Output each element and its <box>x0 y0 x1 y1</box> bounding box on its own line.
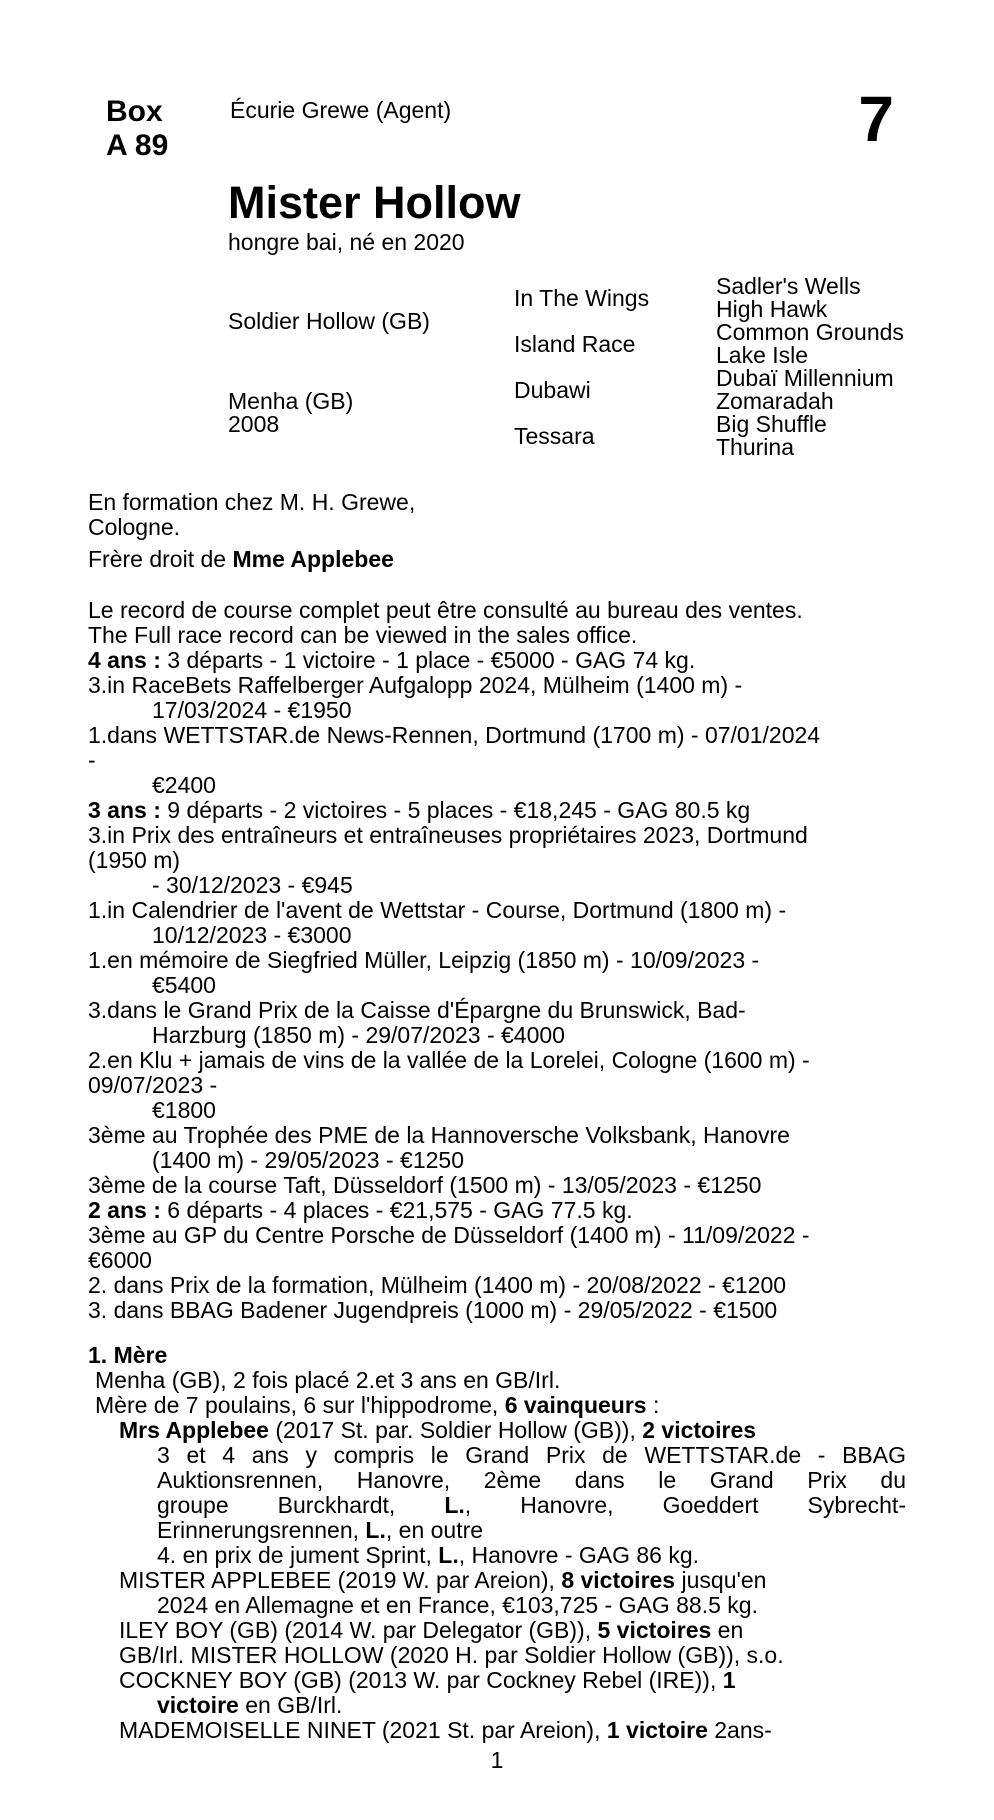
race-record-section <box>88 598 906 1323</box>
text-run: 1 victoire <box>606 1717 708 1743</box>
text-run: 9 départs - 2 victoires - 5 places - €18,245 - GAG 80.5 kg <box>160 797 751 823</box>
title-block <box>228 179 906 255</box>
box-number: A 89 <box>106 129 169 162</box>
record-line <box>88 1048 906 1073</box>
text-run: Erinnerungsrennen, <box>157 1517 366 1543</box>
text-run: L. <box>438 1542 459 1568</box>
text-run: , Hanovre - GAG 86 kg. <box>458 1542 700 1568</box>
horse-description: hongre bai, né en 2020 <box>228 229 465 255</box>
text-run: 2. dans Prix de la formation, Mülheim (1400 m) - 20/08/2022 - €1200 <box>88 1272 787 1298</box>
text-run: , Hanovre, Goeddert Sybrecht- <box>464 1492 906 1518</box>
dam-line <box>157 1593 906 1618</box>
text-run: ILEY BOY (GB) (2014 W. par Delegator (GB)), <box>119 1617 598 1643</box>
record-line <box>88 1073 906 1098</box>
record-line <box>152 873 906 898</box>
text-run: Le record de course complet peut être consulté au bureau des ventes. <box>88 597 803 623</box>
record-line <box>88 948 906 973</box>
record-line <box>152 1098 906 1123</box>
text-run: 1 <box>722 1667 736 1693</box>
sibling-note <box>88 547 906 572</box>
record-line <box>152 1148 906 1173</box>
dam-line <box>95 1393 906 1418</box>
text-run: en GB/Irl. <box>238 1692 343 1718</box>
record-line <box>152 923 906 948</box>
record-line <box>88 1298 906 1323</box>
text-run: (1400 m) - 29/05/2023 - €1250 <box>152 1147 464 1173</box>
great-grandparent-name: High Hawk <box>716 296 828 322</box>
record-line <box>152 773 906 798</box>
pedigree-table <box>228 275 906 459</box>
box-label: Box <box>106 95 163 128</box>
text-run: Mère de 7 poulains, 6 sur l'hippodrome, <box>95 1392 505 1418</box>
training-note <box>88 490 906 540</box>
record-line <box>88 1123 906 1148</box>
text-run: : <box>646 1392 660 1418</box>
record-line <box>88 1273 906 1298</box>
dam-cell <box>228 367 514 459</box>
text-run: 10/12/2023 - €3000 <box>152 922 352 948</box>
page-footer <box>88 1748 906 1773</box>
text-run: €6000 <box>88 1247 152 1273</box>
dam-line <box>157 1468 906 1493</box>
granddam-name: Tessara <box>514 422 595 449</box>
text-run: The Full race record can be viewed in the sales office. <box>88 622 638 648</box>
training-note-line: En formation chez M. H. Grewe, <box>88 489 416 515</box>
text-run: 1. Mère <box>88 1342 168 1368</box>
record-line <box>88 898 906 923</box>
text-run: 3.dans le Grand Prix de la Caisse d'Épargne du Brunswick, Bad- <box>88 997 746 1023</box>
first-dam-section <box>88 1343 906 1743</box>
text-run: 09/07/2023 - <box>88 1072 218 1098</box>
text-run: Harzburg (1850 m) - 29/07/2023 - €4000 <box>152 1022 565 1048</box>
text-run: €2400 <box>152 772 216 798</box>
dam-line <box>88 1343 906 1368</box>
grandsire-name: In The Wings <box>514 284 650 311</box>
text-run: 17/03/2024 - €1950 <box>152 697 352 723</box>
text-run: €1800 <box>152 1097 216 1123</box>
sibling-name: Mme Applebee <box>232 546 394 572</box>
dam-line <box>157 1693 906 1718</box>
record-line <box>88 1248 906 1273</box>
text-run: 5 victoires <box>597 1617 712 1643</box>
text-run: victoire <box>157 1692 239 1718</box>
record-line <box>88 1173 906 1198</box>
record-line <box>88 748 906 773</box>
text-run: jusqu'en <box>675 1567 767 1593</box>
page-number: 1 <box>490 1747 504 1773</box>
sire-name: Soldier Hollow (GB) <box>228 307 430 334</box>
text-run: 2024 en Allemagne et en France, €103,725 - GAG 88.5 kg. <box>157 1592 758 1618</box>
record-line <box>88 648 906 673</box>
record-line <box>88 798 906 823</box>
dam-line <box>119 1618 906 1643</box>
text-run: 3 et 4 ans y compris le Grand Prix de WETTSTAR.de - BBAG <box>157 1442 906 1468</box>
record-line <box>88 1223 906 1248</box>
text-run: 3ème de la course Taft, Düsseldorf (1500 m) - 13/05/2023 - €1250 <box>88 1172 762 1198</box>
dam-line <box>95 1368 906 1393</box>
record-line <box>88 598 906 623</box>
consignor-name: Écurie Grewe (Agent) <box>230 97 452 123</box>
text-run: groupe Burckhardt, <box>157 1492 445 1518</box>
text-run: 2 victoires <box>642 1417 757 1443</box>
text-run: 3 départs - 1 victoire - 1 place - €5000 - GAG 74 kg. <box>160 647 696 673</box>
text-run: Auktionsrennen, Hanovre, 2ème dans le Grand Prix du <box>157 1467 906 1493</box>
text-run: 3 ans : <box>88 797 161 823</box>
text-run: 3. dans BBAG Badener Jugendpreis (1000 m) - 29/05/2022 - €1500 <box>88 1297 778 1323</box>
great-grandparent-name: Dubaï Millennium <box>716 365 894 391</box>
dam-line <box>119 1668 906 1693</box>
dam-line <box>119 1418 906 1443</box>
record-line <box>88 998 906 1023</box>
text-run: 6 départs - 4 places - €21,575 - GAG 77.5 kg. <box>160 1197 633 1223</box>
great-grandparent-name: Thurina <box>716 434 794 460</box>
dam-year: 2008 <box>228 411 280 437</box>
great-grandparent-name: Lake Isle <box>716 342 809 368</box>
granddam-name: Island Race <box>514 330 636 357</box>
text-run: 6 vainqueurs <box>504 1392 647 1418</box>
text-run: - <box>88 747 96 773</box>
text-run: 8 victoires <box>561 1567 676 1593</box>
horse-name: Mister Hollow <box>228 177 521 228</box>
text-run: (2017 St. par. Soldier Hollow (GB)), <box>268 1417 643 1443</box>
record-line <box>88 848 906 873</box>
record-line <box>152 973 906 998</box>
dam-line <box>119 1718 906 1743</box>
text-run: €5400 <box>152 972 216 998</box>
page-header <box>88 83 906 165</box>
text-run: 2 ans : <box>88 1197 161 1223</box>
text-run: MADEMOISELLE NINET (2021 St. par Areion), <box>119 1717 607 1743</box>
text-run: (1950 m) <box>88 847 181 873</box>
great-grandparent-name: Big Shuffle <box>716 411 827 437</box>
text-run: , en outre <box>385 1517 484 1543</box>
text-run: 3ème au GP du Centre Porsche de Düsseldorf (1400 m) - 11/09/2022 - <box>88 1222 810 1248</box>
training-note-line: Cologne. <box>88 514 181 540</box>
record-line <box>88 623 906 648</box>
text-run: 4 ans : <box>88 647 161 673</box>
text-run: - 30/12/2023 - €945 <box>152 872 353 898</box>
text-run: MISTER APPLEBEE (2019 W. par Areion), <box>119 1567 562 1593</box>
record-line <box>88 823 906 848</box>
text-run: en <box>711 1617 744 1643</box>
great-grandparent-name: Zomaradah <box>716 388 834 414</box>
record-line <box>88 1198 906 1223</box>
text-run: COCKNEY BOY (GB) (2013 W. par Cockney Rebel (IRE)), <box>119 1667 723 1693</box>
dam-line <box>157 1493 906 1518</box>
dam-line <box>157 1443 906 1468</box>
text-run: 1.en mémoire de Siegfried Müller, Leipzig (1850 m) - 10/09/2023 - <box>88 947 760 973</box>
text-run: 2.en Klu + jamais de vins de la vallée de la Lorelei, Cologne (1600 m) - <box>88 1047 810 1073</box>
grandsire-name: Dubawi <box>514 376 591 403</box>
great-grandparent-name: Sadler's Wells <box>716 273 861 299</box>
text-run: 4. en prix de jument Sprint, <box>157 1542 439 1568</box>
record-line <box>152 1023 906 1048</box>
text-run: Menha (GB), 2 fois placé 2.et 3 ans en GB/Irl. <box>95 1367 561 1393</box>
text-run: 3.in Prix des entraîneurs et entraîneuses propriétaires 2023, Dortmund <box>88 822 808 848</box>
text-run: 2ans- <box>707 1717 772 1743</box>
text-run: GB/Irl. MISTER HOLLOW (2020 H. par Soldier Hollow (GB)), s.o. <box>119 1642 784 1668</box>
text-run: 3.in RaceBets Raffelberger Aufgalopp 2024, Mülheim (1400 m) - <box>88 672 743 698</box>
text-run: L. <box>365 1517 386 1543</box>
lot-number: 7 <box>858 83 894 155</box>
dam-line <box>119 1643 906 1668</box>
dam-name: Menha (GB) <box>228 388 354 414</box>
dam-line <box>157 1518 906 1543</box>
text-run: 1.dans WETTSTAR.de News-Rennen, Dortmund (1700 m) - 07/01/2024 <box>88 722 821 748</box>
text-run: 3ème au Trophée des PME de la Hannoversche Volksbank, Hanovre <box>88 1122 790 1148</box>
text-run: L. <box>444 1492 465 1518</box>
record-line <box>152 698 906 723</box>
text-run: 1.in Calendrier de l'avent de Wettstar - Course, Dortmund (1800 m) - <box>88 897 787 923</box>
dam-line <box>119 1568 906 1593</box>
great-grandparent-name: Common Grounds <box>716 319 904 345</box>
text-run: Frère droit de <box>88 546 233 572</box>
box-block <box>106 95 168 163</box>
record-line <box>88 673 906 698</box>
record-line <box>88 723 906 748</box>
text-run: Mrs Applebee <box>119 1417 269 1443</box>
dam-line <box>157 1543 906 1568</box>
